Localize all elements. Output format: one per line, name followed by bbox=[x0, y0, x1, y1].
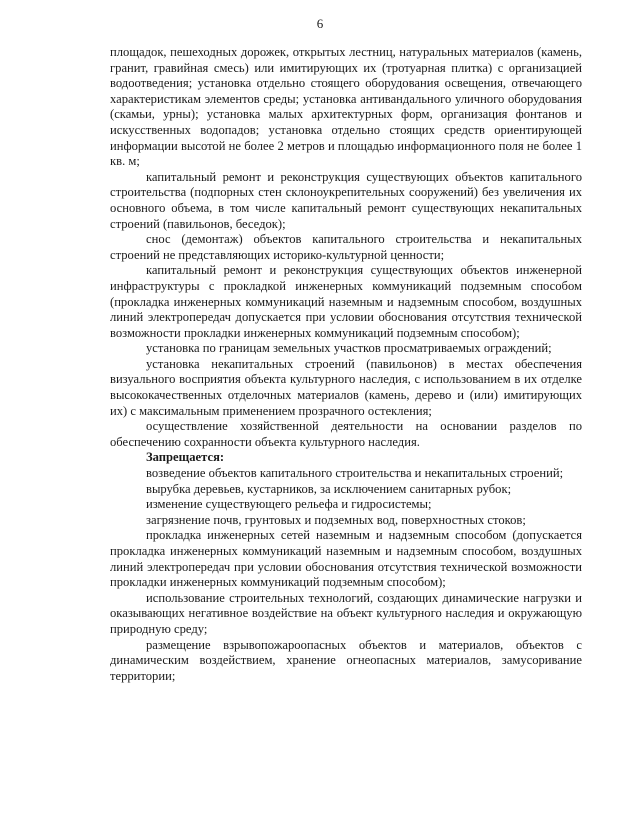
paragraph-capital-repair: капитальный ремонт и реконструкция существующих объектов капитального строительства (подпорных стен склоноукрепительных сооружений) без увеличения их основного объема, в том числе капитальный ремонт существующих некапитальных строений (павильонов, беседок); bbox=[110, 169, 582, 231]
prohibited-heading: Запрещается: bbox=[146, 450, 225, 465]
document-body bbox=[110, 45, 582, 684]
paragraph-engineering-infrastructure: капитальный ремонт и реконструкция существующих объектов инженерной инфраструктуры с прокладкой инженерных коммуникаций подземным способом (прокладка инженерных коммуникаций наземным и надземным способом, воздушных линий электропередач допускается при условии обоснования отсутствия технической возможности прокладки инженерных коммуникаций подземным способом); bbox=[110, 263, 582, 340]
prohibited-item-relief-change: изменение существующего рельефа и гидросистемы; bbox=[146, 497, 432, 512]
prohibited-item-tree-cutting: вырубка деревьев, кустарников, за исключением санитарных рубок; bbox=[146, 481, 512, 496]
prohibited-item-technologies: использование строительных технологий, создающих динамические нагрузки и оказывающих негативное воздействие на объект культурного наследия и окружающую природную среду; bbox=[110, 590, 582, 636]
prohibited-item-pollution: загрязнение почв, грунтовых и подземных вод, поверхностных стоков; bbox=[146, 512, 526, 527]
paragraph-pavilions: установка некапитальных строений (павильонов) в местах обеспечения визуального восприятия объекта культурного наследия, с использованием в их отделке высококачественных отделочных материалов (камень, дерево и (или) имитирующих их) с максимальным применением прозрачного остекления; bbox=[110, 356, 582, 418]
prohibited-item-networks: прокладка инженерных сетей наземным и надземным способом (допускается прокладка инженерных коммуникаций наземным и надземным способом, воздушных линий электропередач при условии обоснования отсутствия технической возможности прокладки инженерных коммуникаций подземным способом); bbox=[110, 528, 582, 590]
paragraph-economic-activity: осуществление хозяйственной деятельности на основании разделов по обеспечению сохранности объекта культурного наследия. bbox=[110, 419, 582, 449]
paragraph-continuation: площадок, пешеходных дорожек, открытых лестниц, натуральных материалов (камень, гранит, гравийная смесь) или имитирующих их (тротуарная плитка) с организацией водоотведения; установка отдельно стоящего оборудования освещения, отвечающего характеристикам элементов среды; установка антивандального уличного оборудования (скамьи, урны); установка малых архитектурных форм, организация фонтанов и искусственных водопадов; установка отдельно стоящих средств ориентирующей информации высотой не более 2 метров и площадью информационного поля не более 1 кв. м; bbox=[110, 45, 582, 169]
page-number: 6 bbox=[316, 16, 324, 31]
paragraph-demolition: снос (демонтаж) объектов капитального строительства и некапитальных строений не представляющих историко-культурной ценности; bbox=[110, 232, 582, 262]
prohibited-item-construction: возведение объектов капитального строительства и некапитальных строений; bbox=[146, 466, 564, 481]
prohibited-item-hazardous-objects: размещение взрывопожароопасных объектов и материалов, объектов с динамическим воздействием, хранение огнеопасных материалов, замусоривание территории; bbox=[110, 637, 582, 683]
paragraph-fencing: установка по границам земельных участков просматриваемых ограждений; bbox=[146, 341, 552, 356]
